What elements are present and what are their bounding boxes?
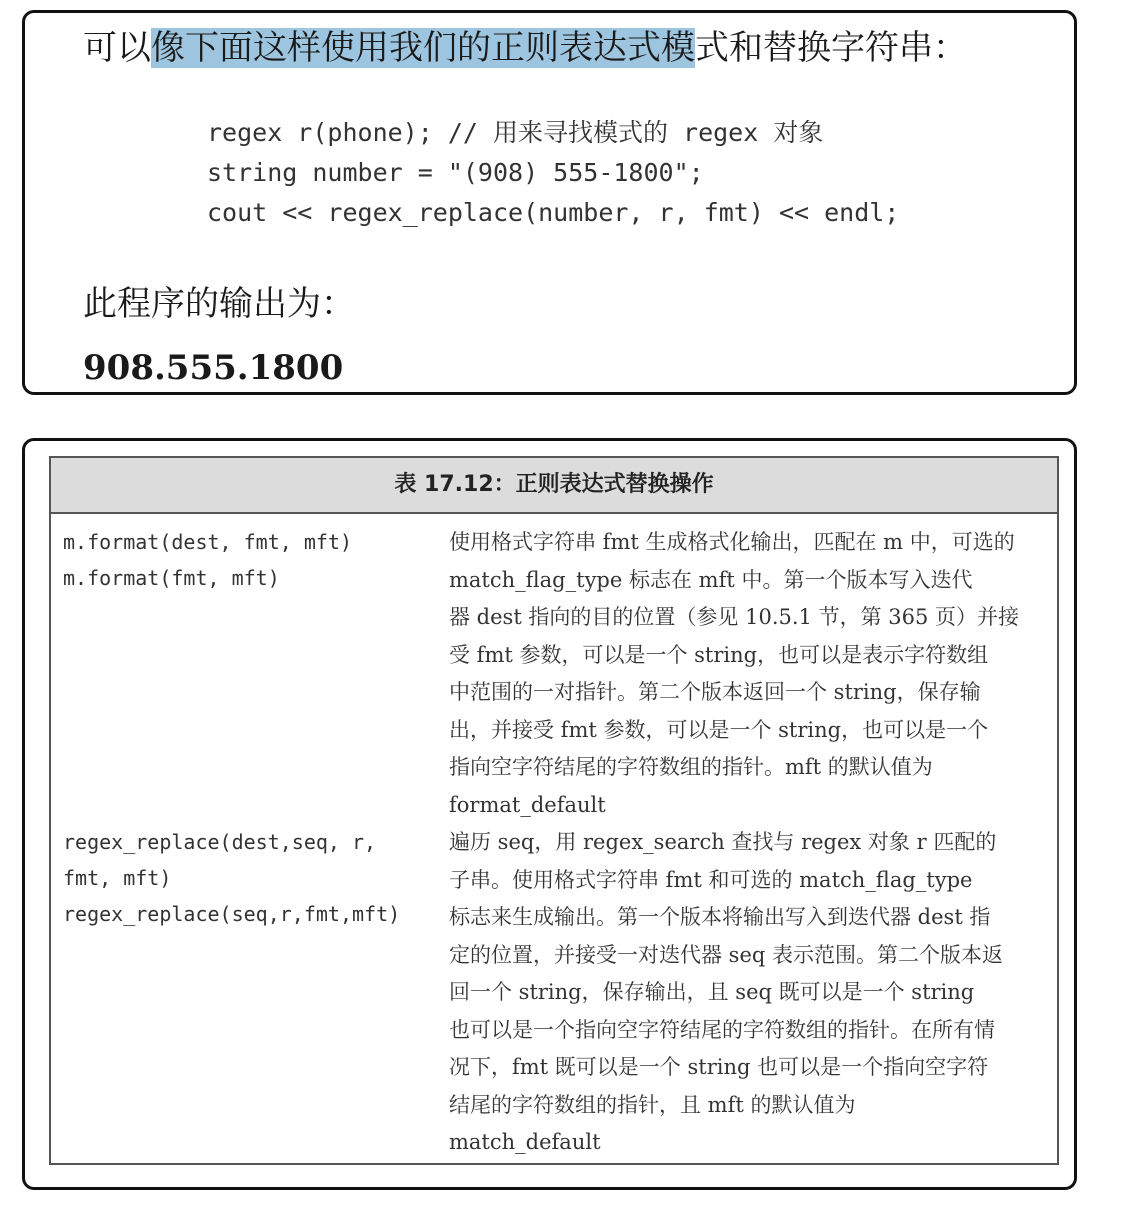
description-line: 指向空字符结尾的字符数组的指针。mft 的默认值为 — [449, 755, 933, 779]
table-card — [22, 438, 1077, 1190]
description-line: match_default — [449, 1130, 601, 1154]
table-title: 表 17.12：正则表达式替换操作 — [51, 458, 1057, 514]
description-line: 器 dest 指向的目的位置（参见 10.5.1 节，第 365 页）并接 — [449, 605, 1020, 629]
code-block — [207, 113, 899, 233]
description-line: 中范围的一对指针。第二个版本返回一个 string，保存输 — [449, 680, 981, 704]
description-line: 出，并接受 fmt 参数，可以是一个 string，也可以是一个 — [449, 717, 989, 742]
description-cell — [449, 824, 1047, 1162]
signature-line: m.format(fmt, mft) — [63, 566, 280, 590]
signature-cell — [63, 824, 433, 932]
table-row — [51, 824, 1057, 1154]
description-line: format_default — [449, 792, 606, 817]
signature-line: regex_replace(dest,seq, r, — [63, 830, 377, 854]
description-line: 受 fmt 参数，可以是一个 string，也可以是表示字符数组 — [449, 642, 989, 667]
description-line: 子串。使用格式字符串 fmt 和可选的 match_flag_type — [449, 867, 973, 892]
selected-text-highlight[interactable]: 像下面这样使用我们的正则表达式模 — [151, 28, 695, 68]
description-line: match_flag_type 标志在 mft 中。第一个版本写入迭代 — [449, 567, 973, 592]
intro-post: 式和替换字符串： — [695, 28, 967, 68]
description-line: 使用格式字符串 fmt 生成格式化输出，匹配在 m 中，可选的 — [449, 530, 1015, 554]
intro-pre: 可以 — [83, 28, 151, 68]
description-line: 定的位置，并接受一对迭代器 seq 表示范围。第二个版本返 — [449, 942, 1003, 967]
output-value: 908.555.1800 — [83, 348, 344, 388]
description-line: 标志来生成输出。第一个版本将输出写入到迭代器 dest 指 — [449, 905, 991, 929]
code-example-card — [22, 10, 1077, 395]
table-row — [51, 524, 1057, 824]
signature-line: regex_replace(seq,r,fmt,mft) — [63, 902, 401, 926]
description-line: 回一个 string，保存输出，且 seq 既可以是一个 string — [449, 980, 975, 1004]
code-line: cout << regex_replace(number, r, fmt) << endl; — [207, 198, 900, 227]
code-line: string number = "(908) 555-1800"; — [207, 158, 704, 187]
signature-cell — [63, 524, 433, 596]
intro-text — [83, 25, 967, 71]
signature-line: m.format(dest, fmt, mft) — [63, 530, 352, 554]
description-line: 结尾的字符数组的指针，且 mft 的默认值为 — [449, 1092, 856, 1117]
description-line: 也可以是一个指向空字符结尾的字符数组的指针。在所有情 — [449, 1017, 995, 1042]
description-line: 况下，fmt 既可以是一个 string 也可以是一个指向空字符 — [449, 1055, 989, 1079]
description-line: 遍历 seq，用 regex_search 查找与 regex 对象 r 匹配的 — [449, 830, 997, 854]
output-label: 此程序的输出为： — [83, 284, 355, 324]
replace-operations-table — [49, 456, 1059, 1165]
code-line: regex r(phone); // 用来寻找模式的 regex 对象 — [207, 118, 824, 147]
signature-line: fmt, mft) — [63, 866, 172, 890]
description-cell — [449, 524, 1047, 824]
